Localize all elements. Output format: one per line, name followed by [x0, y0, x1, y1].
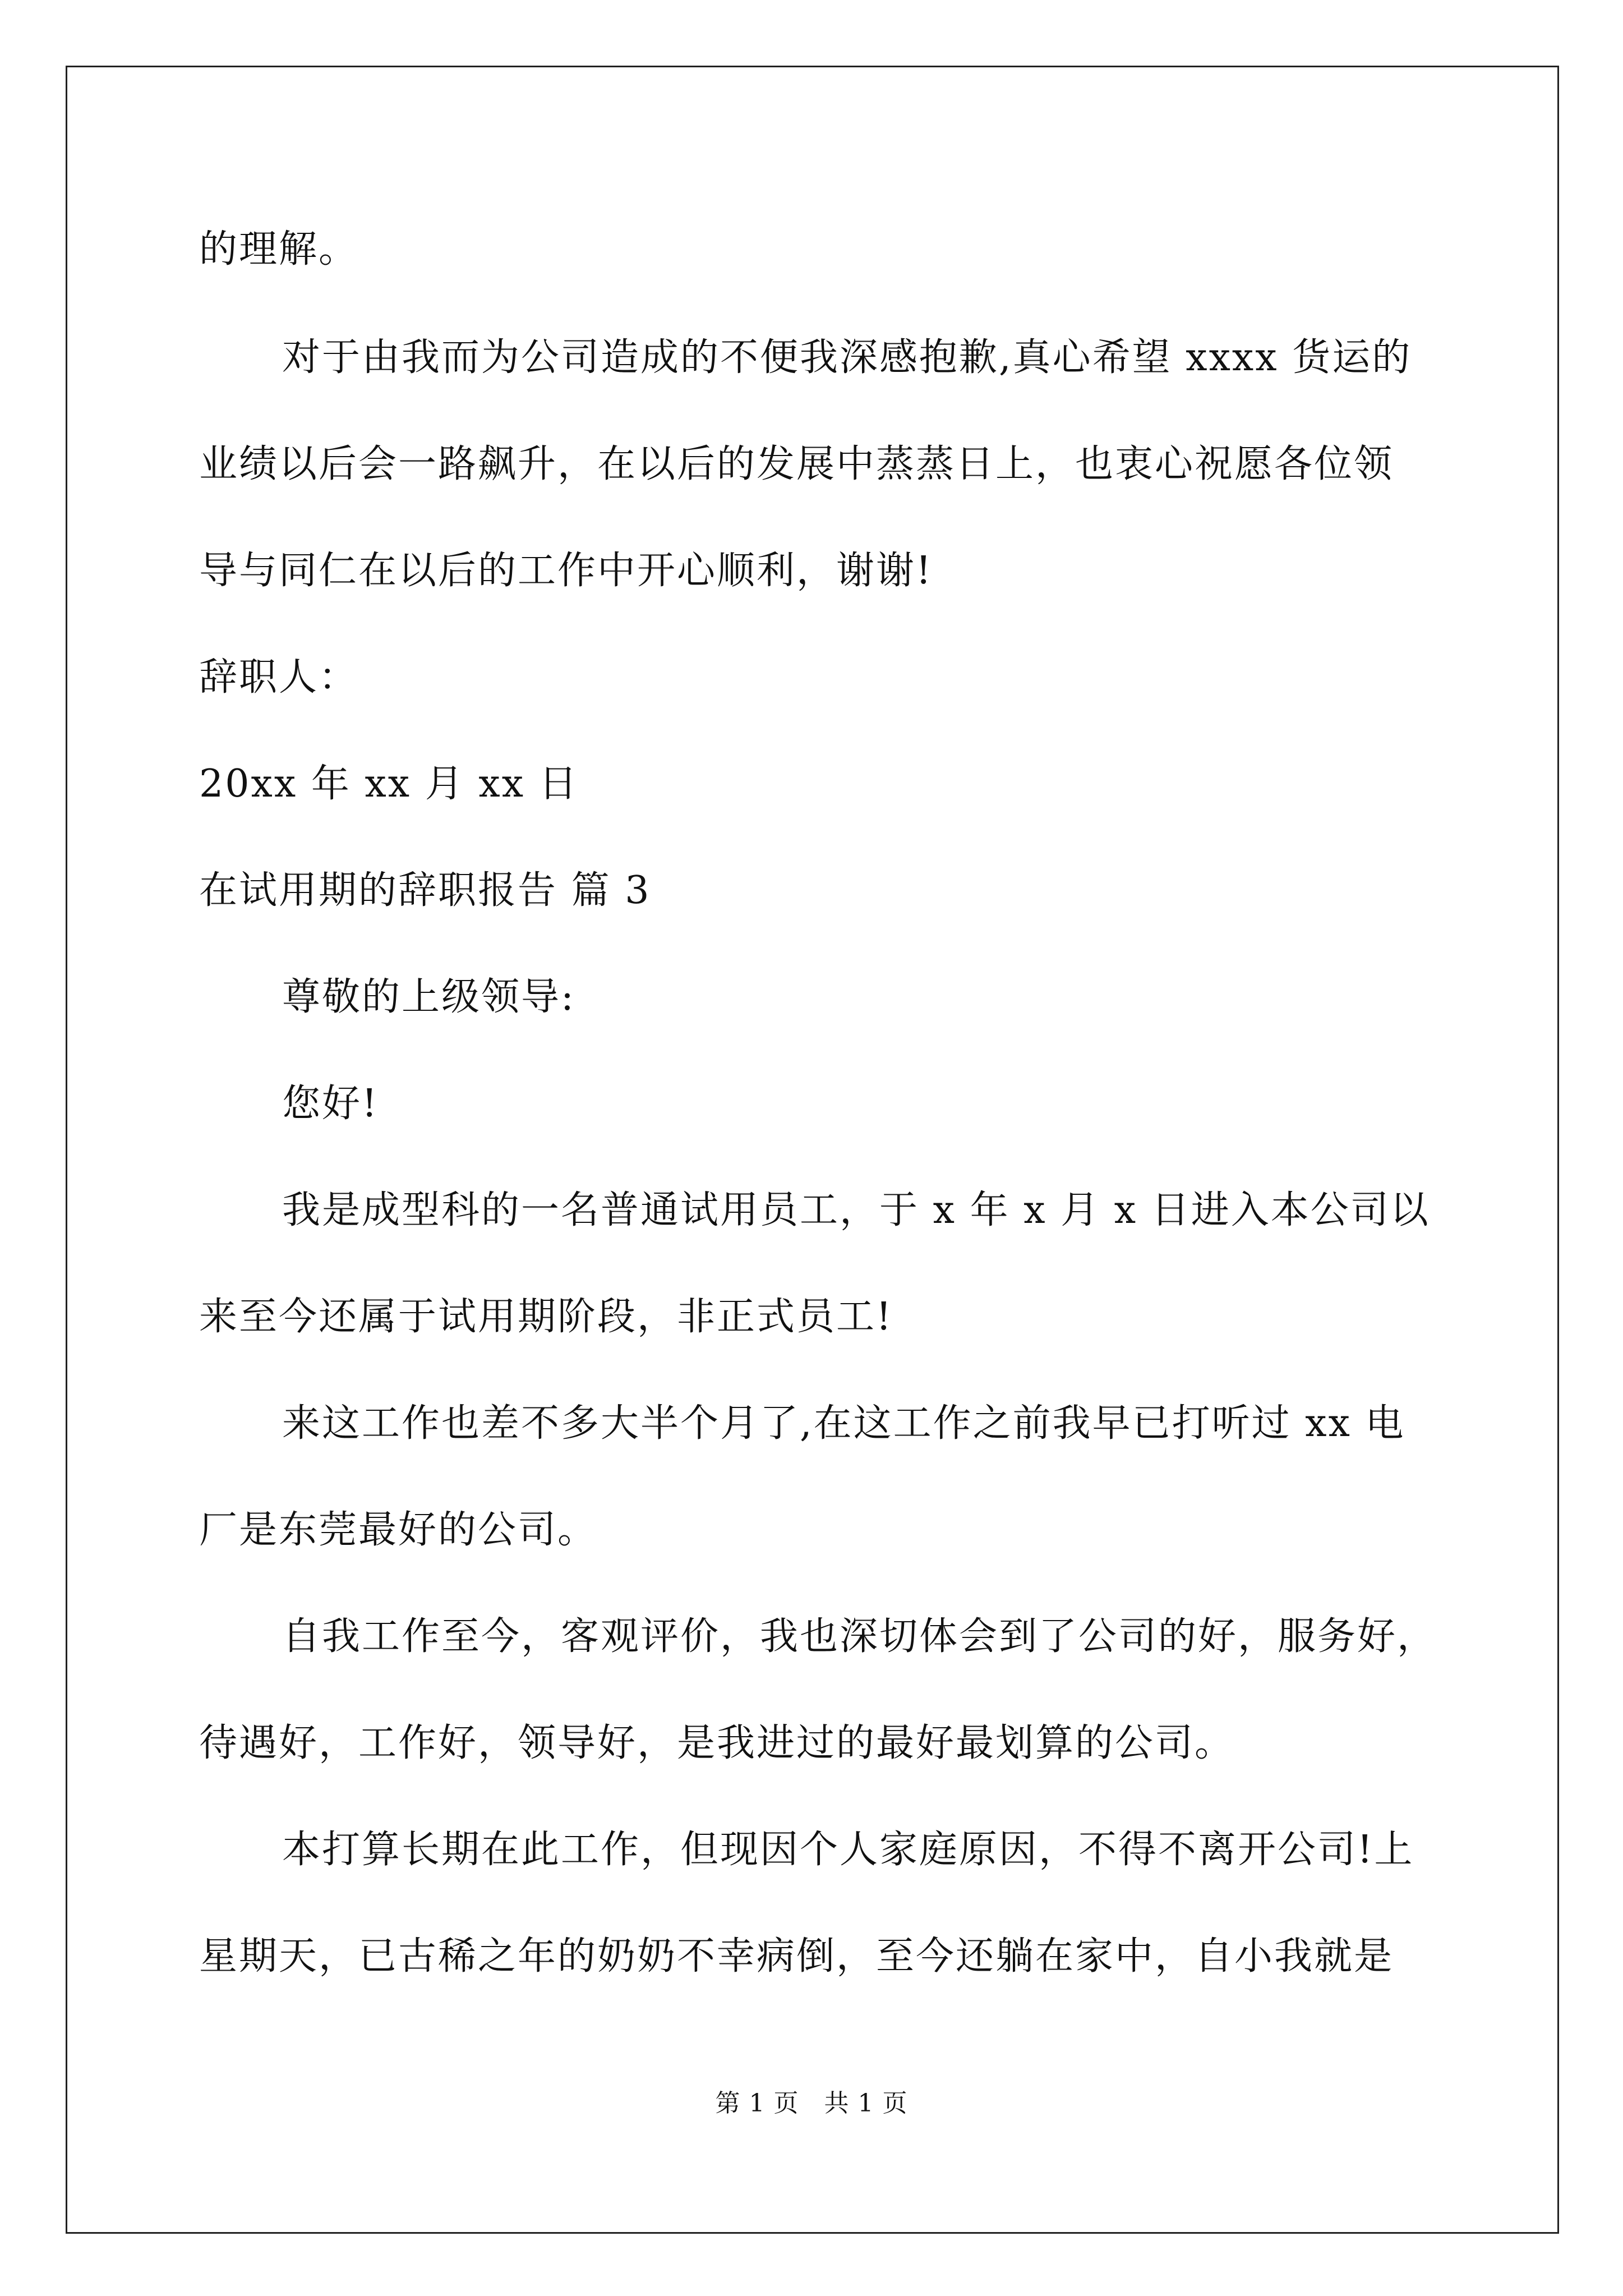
page-footer: 第 1 页 共 1 页	[715, 2089, 908, 2118]
text-line: 来这工作也差不多大半个月了,在这工作之前我早已打听过 xx 电	[282, 1401, 1405, 1446]
section-heading: 在试用期的辞职报告 篇 3	[199, 868, 651, 913]
text-line: 本打算长期在此工作，但现因个人家庭原因，不得不离开公司!上	[282, 1828, 1414, 1872]
signature-label: 辞职人：	[199, 655, 359, 700]
greeting: 您好!	[282, 1082, 379, 1126]
text-line: 来至今还属于试用期阶段，非正式员工!	[199, 1295, 893, 1339]
text-line: 星期天，已古稀之年的奶奶不幸病倒，至今还躺在家中，自小我就是	[199, 1934, 1394, 1978]
date-line: 20xx 年 xx 月 xx 日	[199, 762, 579, 806]
text-line: 我是成型科的一名普通试用员工，于 x 年 x 月 x 日进入本公司以	[282, 1188, 1430, 1232]
text-line: 的理解。	[199, 227, 359, 272]
salutation: 尊敬的上级领导:	[282, 975, 575, 1019]
text-line: 自我工作至今，客观评价，我也深切体会到了公司的好，服务好，	[282, 1614, 1437, 1659]
text-line: 导与同仁在以后的工作中开心顺利，谢谢!	[199, 549, 933, 593]
page-border	[66, 66, 1559, 2234]
text-line: 待遇好，工作好，领导好，是我进过的最好最划算的公司。	[199, 1721, 1235, 1765]
text-line: 厂是东莞最好的公司。	[199, 1508, 598, 1552]
text-line: 业绩以后会一路飙升，在以后的发展中蒸蒸日上，也衷心祝愿各位领	[199, 442, 1394, 486]
text-line: 对于由我而为公司造成的不便我深感抱歉,真心希望 xxxx 货运的	[282, 335, 1412, 380]
